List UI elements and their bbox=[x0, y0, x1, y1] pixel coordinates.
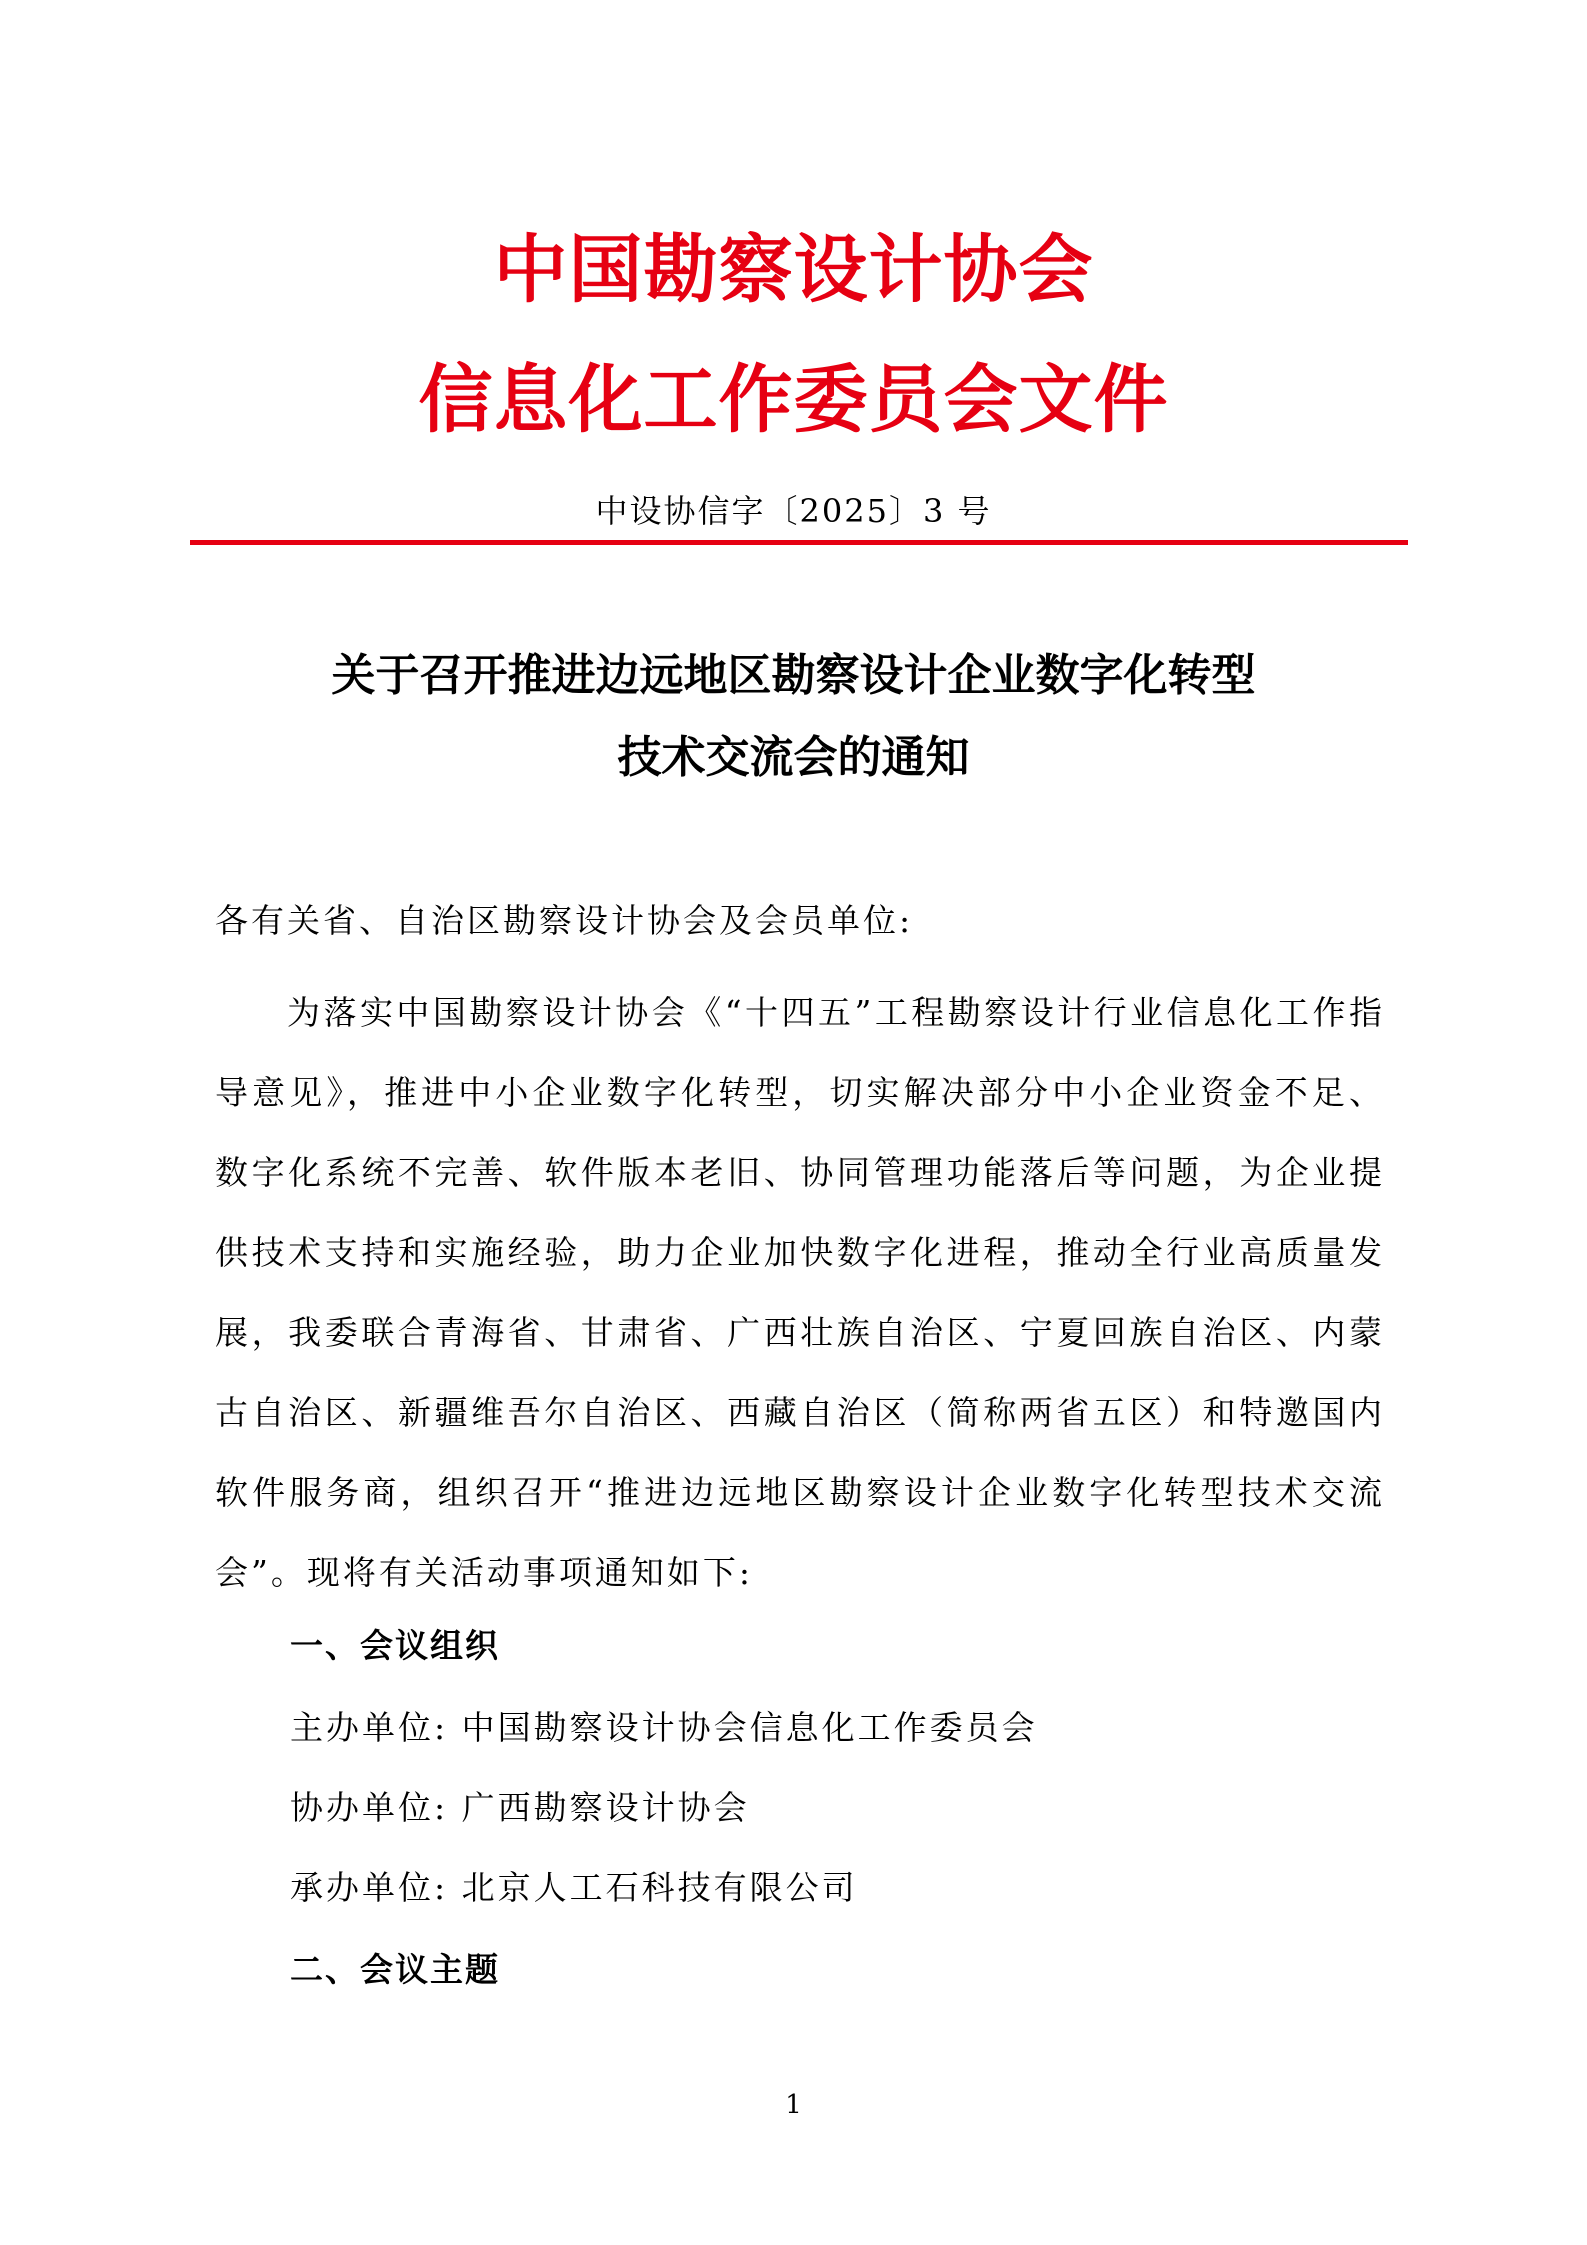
salutation: 各有关省、自治区勘察设计协会及会员单位: bbox=[215, 901, 914, 940]
organizer-co: 协办单位: 广西勘察设计协会 bbox=[290, 1788, 750, 1827]
header-title-line-2: 信息化工作委员会文件 bbox=[418, 357, 1169, 443]
document-number: 中设协信字〔2025〕3 号 bbox=[595, 492, 992, 530]
notice-title-line-2: 技术交流会的通知 bbox=[617, 732, 970, 783]
notice-title-line-1: 关于召开推进边远地区勘察设计企业数字化转型 bbox=[331, 650, 1256, 701]
section-heading-organization: 一、会议组织 bbox=[290, 1626, 500, 1665]
page-number: 1 bbox=[785, 2090, 802, 2120]
section-heading-theme: 二、会议主题 bbox=[290, 1950, 500, 1989]
intro-paragraph: 为落实中国勘察设计协会《“十四五”工程勘察设计行业信息化工作指导意见》，推进中小企业数字化转型，切实解决部分中小企业资金不足、数字化系统不完善、软件版本老旧、协同管理功能落后等问题，为企业提供技术支持和实施经验，助力企业加快数字化进程，推动全行业高质量发展，我委联合青海省、甘肃省、广西壮族自治区、宁夏回族自治区、内蒙古自治区、新疆维吾尔自治区、西藏自治区（简称两省五区）和特邀国内软件服务商，组织召开“推进边远地区勘察设计企业数字化转型技术交流会”。现将有关活动事项通知如下: bbox=[215, 993, 1385, 1592]
red-divider-line bbox=[190, 540, 1408, 545]
organizer-undertake: 承办单位: 北京人工石科技有限公司 bbox=[290, 1868, 858, 1907]
organizer-host: 主办单位: 中国勘察设计协会信息化工作委员会 bbox=[290, 1708, 1038, 1747]
header-title-line-1: 中国勘察设计协会 bbox=[493, 227, 1094, 313]
